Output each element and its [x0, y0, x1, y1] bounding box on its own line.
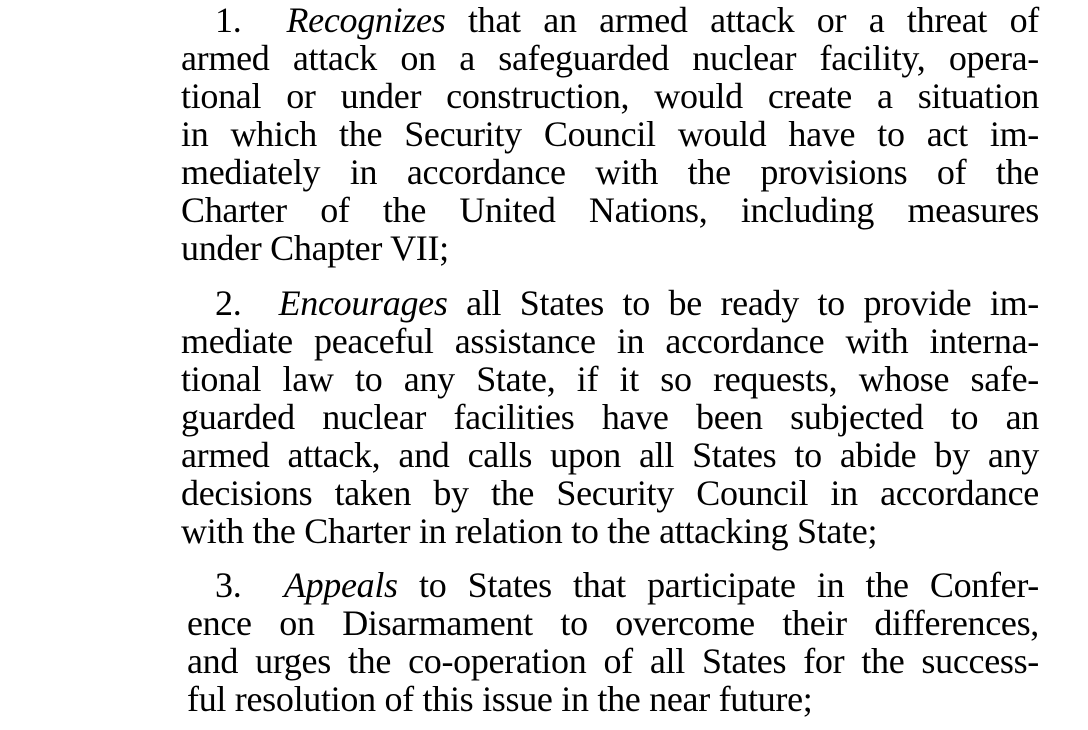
- paragraph-3-first-line-text: to States that participate in the Confer-: [419, 565, 1039, 605]
- paragraph-1-keyword: Recognizes: [286, 0, 446, 40]
- paragraph-1-line-5: mediately in accordance with the provisions of the: [181, 152, 1039, 192]
- paragraph-2-line-7: with the Charter in relation to the attacking State;: [181, 511, 878, 551]
- paragraph-1-first-line: [215, 2, 1039, 40]
- paragraph-1-line-7: under Chapter VII;: [181, 228, 449, 268]
- paragraph-2-line-4: guarded nuclear facilities have been subjected to an: [181, 397, 1039, 437]
- paragraph-1-line-4: in which the Security Council would have to act im-: [181, 114, 1039, 154]
- paragraph-3-first-line: [215, 567, 1039, 605]
- paragraph-3-line-4: ful resolution of this issue in the near future;: [187, 679, 813, 719]
- paragraph-1-line-2: armed attack on a safeguarded nuclear facility, opera-: [181, 38, 1039, 78]
- paragraph-1-first-line-text: that an armed attack or a threat of: [467, 0, 1039, 40]
- paragraph-2-first-line-text: all States to be ready to provide im-: [466, 283, 1039, 323]
- paragraph-3-keyword: Appeals: [283, 565, 398, 605]
- paragraph-2-line-5: armed attack, and calls upon all States to abide by any: [181, 435, 1039, 475]
- paragraph-2-line-6: decisions taken by the Security Council in accordance: [181, 473, 1039, 513]
- paragraph-2-number: 2.: [215, 283, 242, 323]
- paragraph-1-line-3: tional or under construction, would create a situation: [181, 76, 1039, 116]
- paragraph-3-number: 3.: [215, 565, 242, 605]
- paragraph-2-first-line: [215, 285, 1039, 323]
- paragraph-3-line-2: ence on Disarmament to overcome their differences,: [187, 603, 1039, 643]
- paragraph-2-line-2: mediate peaceful assistance in accordance with interna-: [181, 321, 1039, 361]
- paragraph-2-keyword: Encourages: [278, 283, 448, 323]
- paragraph-3-line-3: and urges the co-operation of all States for the success-: [187, 641, 1039, 681]
- paragraph-1-line-6: Charter of the United Nations, including measures: [181, 190, 1039, 230]
- paragraph-2-line-3: tional law to any State, if it so requests, whose safe-: [181, 359, 1039, 399]
- paragraph-1-number: 1.: [215, 0, 242, 40]
